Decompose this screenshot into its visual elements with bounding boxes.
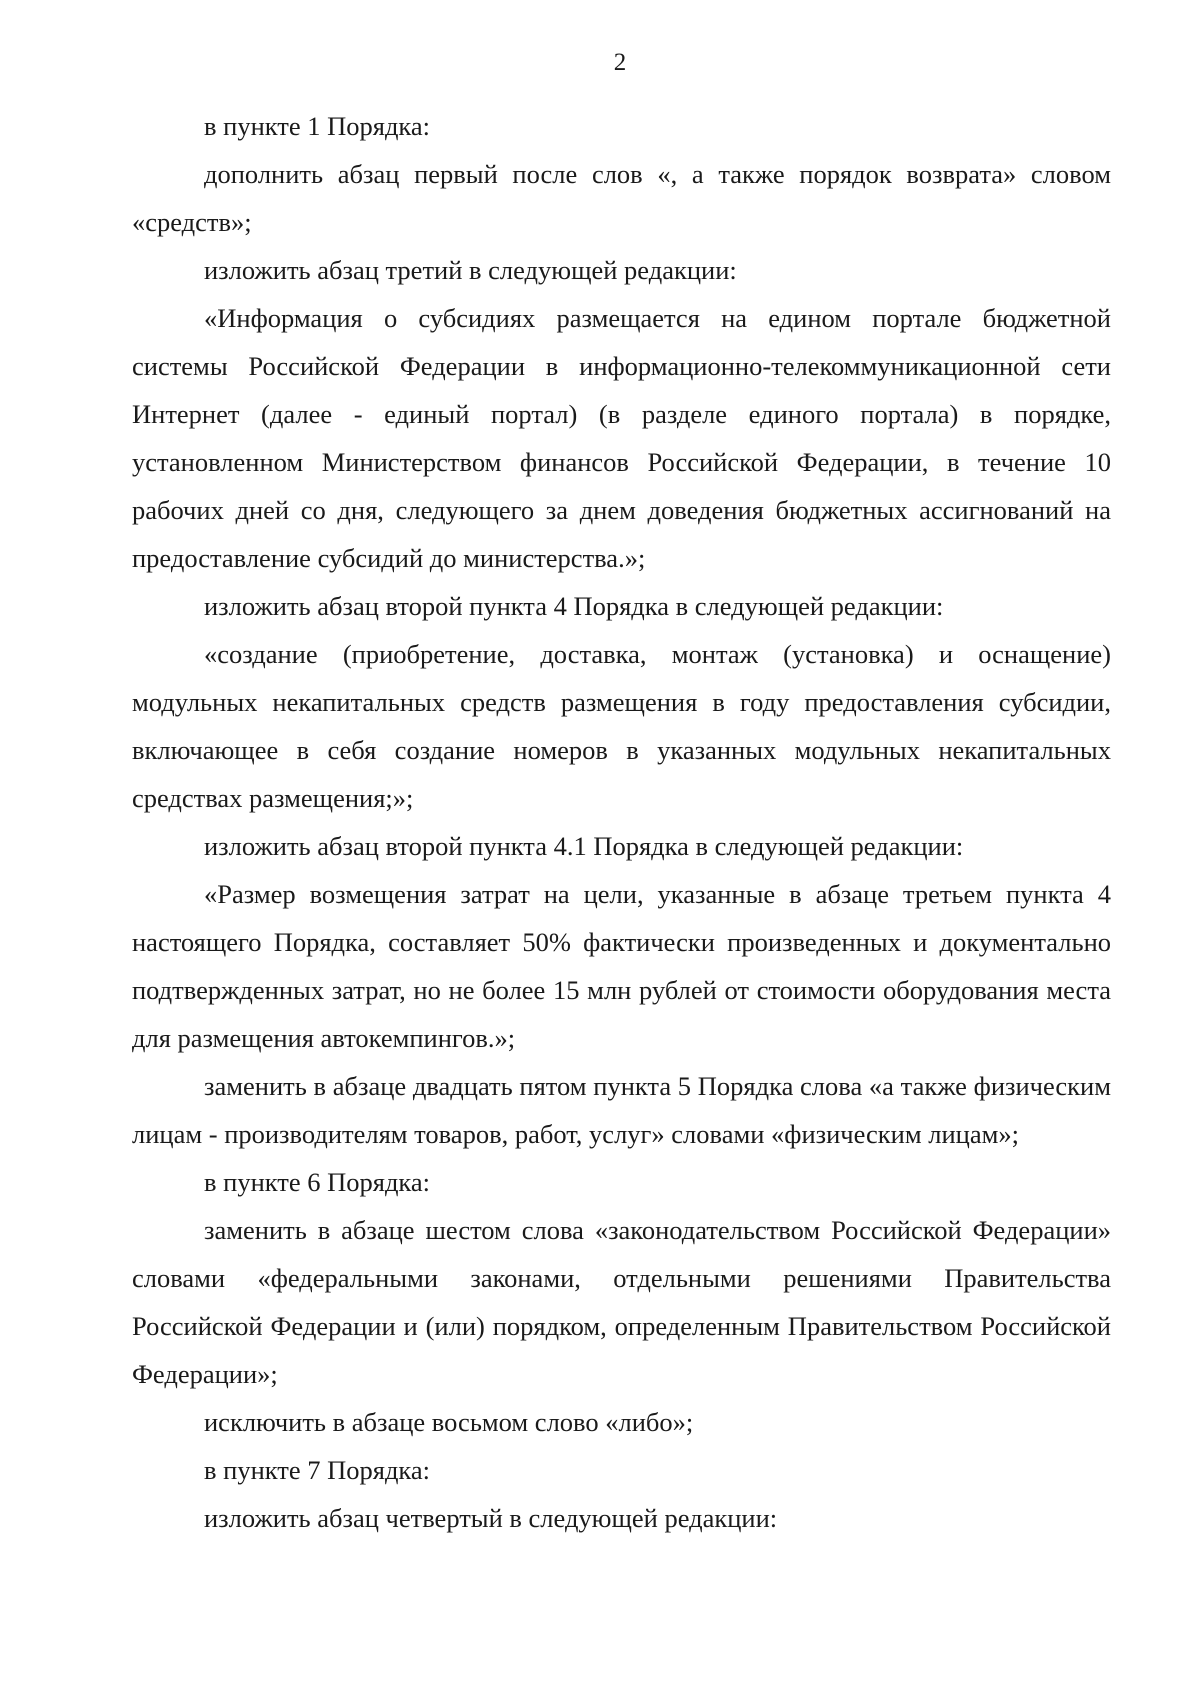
paragraph-7: изложить абзац второй пункта 4.1 Порядка в следующей редакции:: [204, 831, 964, 861]
paragraph-14: изложить абзац четвертый в следующей редакции:: [204, 1503, 778, 1533]
paragraph-3: изложить абзац третий в следующей редакции:: [204, 255, 737, 285]
document-body: [132, 102, 1111, 1542]
paragraph-13: в пункте 7 Порядка:: [204, 1455, 431, 1485]
paragraph-4: «Информация о субсидиях размещается на едином портале бюджетной системы Российской Федерации в информационно-телекоммуникационной сети Интернет (далее - единый портал) (в разделе единого портала) в порядке, установленном Министерством финансов Российской Федерации, в течение 10 рабочих дней со дня, следующего за днем доведения бюджетных ассигнований на предоставление субсидий до министерства.»;: [132, 303, 1111, 573]
paragraph-5: изложить абзац второй пункта 4 Порядка в следующей редакции:: [204, 591, 944, 621]
paragraph-10: в пункте 6 Порядка:: [204, 1167, 431, 1197]
paragraph-2: дополнить абзац первый после слов «, а также порядок возврата» словом «средств»;: [132, 159, 1111, 237]
paragraph-8: «Размер возмещения затрат на цели, указанные в абзаце третьем пункта 4 настоящего Порядка, составляет 50% фактически произведенных и документально подтвержденных затрат, но не более 15 млн рублей от стоимости оборудования места для размещения автокемпингов.»;: [132, 879, 1111, 1053]
paragraph-11: заменить в абзаце шестом слова «законодательством Российской Федерации» словами «федеральными законами, отдельными решениями Правительства Российской Федерации и (или) порядком, определенным Правительством Российской Федерации»;: [132, 1215, 1111, 1389]
paragraph-12: исключить в абзаце восьмом слово «либо»;: [204, 1407, 694, 1437]
paragraph-9: заменить в абзаце двадцать пятом пункта 5 Порядка слова «а также физическим лицам - производителям товаров, работ, услуг» словами «физическим лицам»;: [132, 1071, 1111, 1149]
page-number: 2: [613, 49, 627, 76]
paragraph-1: в пункте 1 Порядка:: [204, 111, 431, 141]
paragraph-6: «создание (приобретение, доставка, монтаж (установка) и оснащение) модульных некапитальных средств размещения в году предоставления субсидии, включающее в себя создание номеров в указанных модульных некапитальных средствах размещения;»;: [132, 639, 1111, 813]
